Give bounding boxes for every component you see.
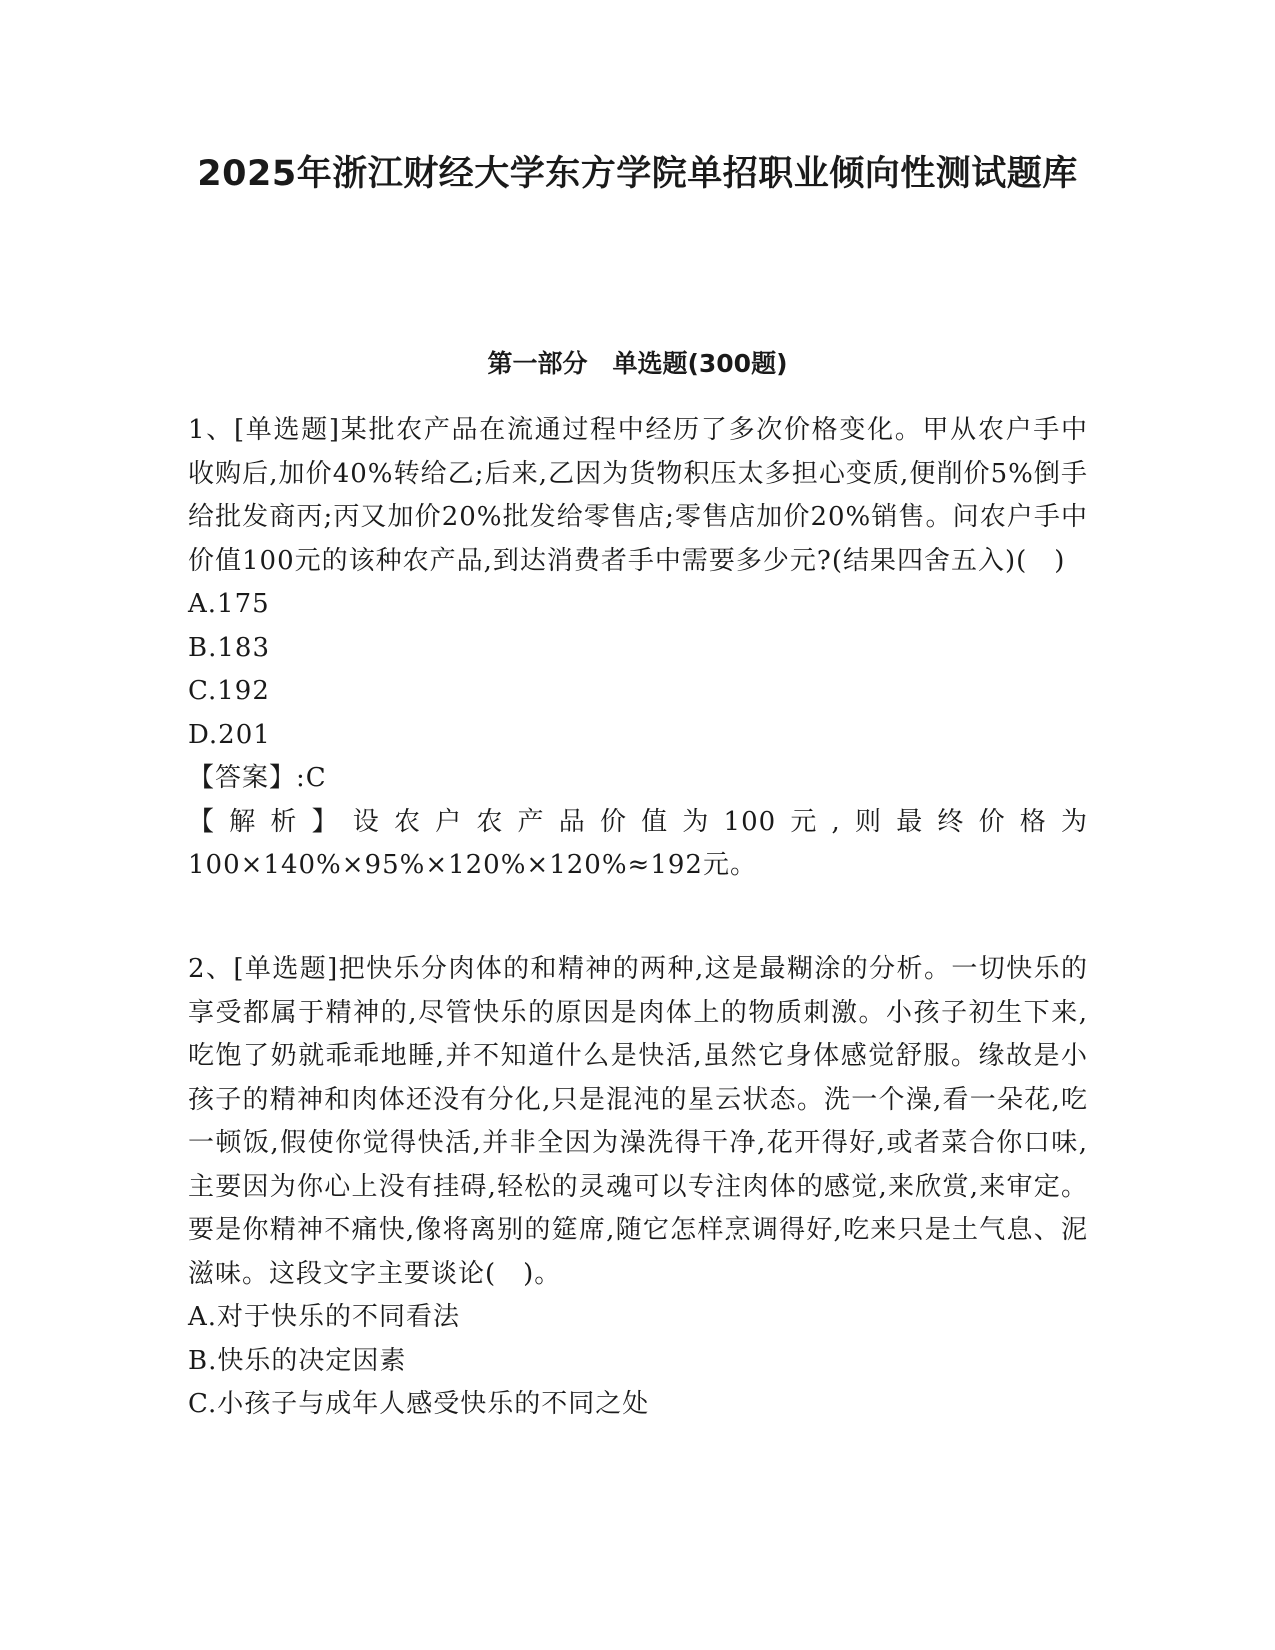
question-stem: 1、[单选题]某批农产品在流通过程中经历了多次价格变化。甲从农户手中收购后,加价40%转给乙;后来,乙因为货物积压太多担心变质,便削价5%倒手给批发商丙;丙又加价20%批发给零售店;零售店加价20%销售。问农户手中价值100元的该种农产品,到达消费者手中需要多少元?(结果四舍五入)( ) (188, 415, 1088, 576)
option-d: D.201 (188, 719, 271, 750)
analysis-text: 【解析】设农户农产品价值为100元,则最终价格为100×140%×95%×120%×120%≈192元。 (188, 806, 1088, 880)
question-stem: 2、[单选题]把快乐分肉体的和精神的两种,这是最糊涂的分析。一切快乐的享受都属于精神的,尽管快乐的原因是肉体上的物质刺激。小孩子初生下来,吃饱了奶就乖乖地睡,并不知道什么是快活,虽然它身体感觉舒服。缘故是小孩子的精神和肉体还没有分化,只是混沌的星云状态。洗一个澡,看一朵花,吃一顿饭,假使你觉得快活,并非全因为澡洗得干净,花开得好,或者菜合你口味,主要因为你心上没有挂碍,轻松的灵魂可以专注肉体的感觉,来欣赏,来审定。要是你精神不痛快,像将离别的筵席,随它怎样烹调得好,吃来只是土气息、泥滋味。这段文字主要谈论( )。 (188, 954, 1088, 1289)
question-1 (188, 409, 1088, 888)
section-heading: 第一部分 单选题(300题) (487, 349, 788, 378)
answer-line: 【答案】:C (188, 763, 327, 793)
option-a: A.对于快乐的不同看法 (188, 1302, 461, 1332)
option-b: B.183 (188, 632, 270, 663)
option-a: A.175 (188, 589, 270, 619)
question-2 (188, 948, 1088, 1427)
option-b: B.快乐的决定因素 (188, 1345, 407, 1376)
document-title: 2025年浙江财经大学东方学院单招职业倾向性测试题库 (197, 154, 1078, 194)
option-c: C.小孩子与成年人感受快乐的不同之处 (188, 1389, 650, 1419)
option-c: C.192 (188, 676, 270, 706)
